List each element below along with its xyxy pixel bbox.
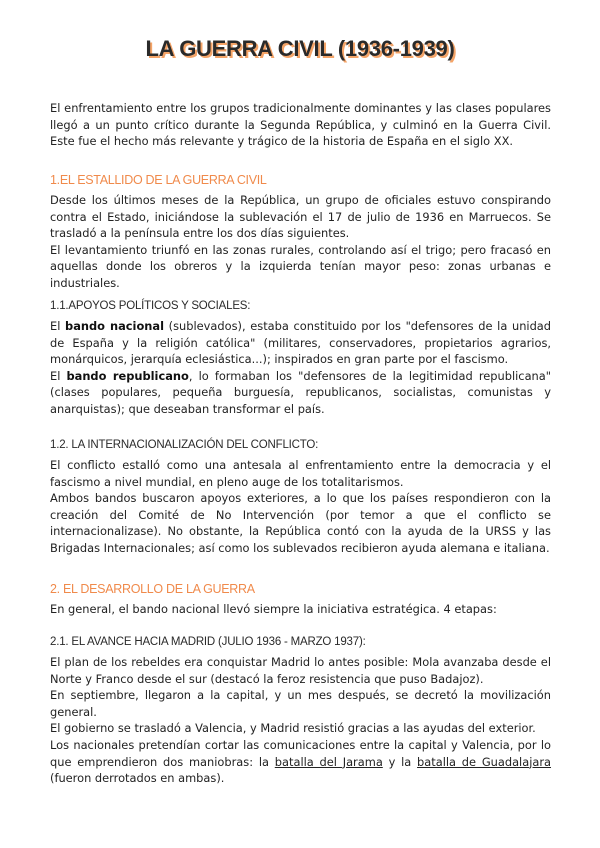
text-run: y la bbox=[382, 754, 418, 769]
section-1-paragraph-1: Desde los últimos meses de la República, un grupo de oficiales estuvo conspirando contra el Estado, iniciándose la sublevación el 17 de julio de 1936 en Marruecos. Se trasladó a la península entre los dos días siguientes. bbox=[50, 193, 551, 241]
section-2-1-paragraph-2: En septiembre, llegaron a la capital, y un mes después, se decretó la movilización general. bbox=[50, 688, 551, 719]
section-1-2-heading: 1.2. LA INTERNACIONALIZACIÓN DEL CONFLICTO: bbox=[50, 439, 319, 451]
text-run: , lo formaban los "defensores de la legitimidad republicana" (clases populares, pequeña burguesía, republicanos, socialistas, comunistas y anarquistas); que deseaban transformar el país. bbox=[50, 368, 551, 416]
text-run: (sublevados), estaba constituido por los "defensores de la unidad de España y la religión católica" (militares, conservadores, propietarios agrarios, monárquicos, jerarquía eclesiástica...); inspirados en gran parte por el fascismo. bbox=[50, 319, 552, 367]
section-2-paragraph-1: En general, el bando nacional llevó siempre la iniciativa estratégica. 4 etapas: bbox=[50, 602, 497, 616]
intro-paragraph: El enfrentamiento entre los grupos tradicionalmente dominantes y las clases populares llegó a un punto crítico durante la Segunda República, y culminó en la Guerra Civil. Este fue el hecho más relevante y trágico de la historia de España en el siglo XX. bbox=[50, 101, 551, 149]
section-2-1-paragraph-3: El gobierno se trasladó a Valencia, y Madrid resistió gracias a las ayudas del exterior. bbox=[50, 721, 536, 736]
section-2-1-paragraph-1: El plan de los rebeldes era conquistar Madrid lo antes posible: Mola avanzaba desde el Norte y Franco desde el sur (destacó la feroz resistencia que puso Badajoz). bbox=[50, 655, 551, 686]
section-1-1 bbox=[50, 298, 551, 418]
intro-block bbox=[50, 100, 551, 150]
bando-nacional-term: bando nacional bbox=[65, 319, 164, 333]
section-1-2-paragraph-1: El conflicto estalló como una antesala al enfrentamiento entre la democracia y el fascismo a nivel mundial, en pleno auge de los totalitarismos. bbox=[50, 458, 551, 489]
batalla-guadalajara-term: batalla de Guadalajara bbox=[417, 754, 552, 769]
section-2-1 bbox=[50, 634, 551, 787]
section-1-paragraph-2: El levantamiento triunfó en las zonas rurales, controlando así el trigo; pero fracasó en aquellas donde los obreros y la izquierda tenían mayor peso: zonas urbanas e industriales. bbox=[50, 242, 551, 290]
bando-republicano-term: bando republicano bbox=[66, 368, 189, 383]
section-1-1-paragraph-1 bbox=[50, 318, 551, 368]
section-1-heading: 1.EL ESTALLIDO DE LA GUERRA CIVIL bbox=[50, 173, 267, 187]
section-2 bbox=[50, 581, 551, 618]
batalla-jarama-term: batalla del Jarama bbox=[274, 754, 383, 769]
section-2-1-heading: 2.1. EL AVANCE HACIA MADRID (JULIO 1936 - MARZO 1937): bbox=[50, 636, 366, 648]
text-run: (fueron derrotados en ambas). bbox=[50, 771, 225, 786]
section-1-2-paragraph-2: Ambos bandos buscaron apoyos exteriores, a lo que los países respondieron con la creación del Comité de No Intervención (por temor a que el conflicto se internacionalizase). No obstante, la República contó con la ayuda de la URSS y las Brigadas Internacionales; así como los sublevados recibieron ayuda alemana e italiana. bbox=[50, 491, 551, 555]
page-title: LA GUERRA CIVIL (1936-1939) bbox=[145, 36, 455, 61]
section-2-heading: 2. EL DESARROLLO DE LA GUERRA bbox=[50, 582, 255, 596]
section-1-1-heading: 1.1.APOYOS POLÍTICOS Y SOCIALES: bbox=[50, 300, 251, 312]
text-run: El bbox=[50, 368, 67, 383]
text-run: Los nacionales pretendían cortar las comunicaciones entre la capital y Valencia, por lo que emprendieron dos maniobras: la bbox=[50, 737, 551, 769]
section-1 bbox=[50, 172, 551, 292]
section-2-1-paragraph-4 bbox=[50, 737, 551, 787]
section-1-1-paragraph-2 bbox=[50, 368, 551, 418]
section-1-2 bbox=[50, 437, 551, 557]
text-run: El bbox=[50, 319, 66, 333]
